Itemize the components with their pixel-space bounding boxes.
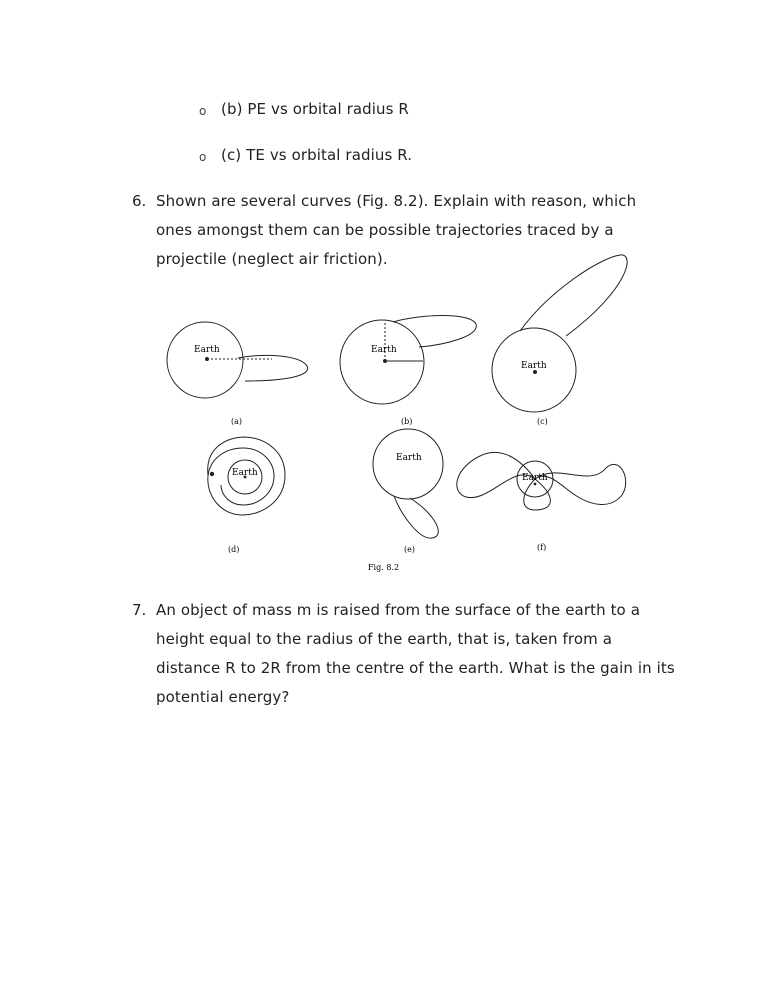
bullet-marker: o: [199, 104, 207, 118]
panel-label-c: (c): [537, 417, 548, 426]
launch-point-d: [210, 472, 214, 476]
earth-center-a: [205, 357, 209, 361]
question-number: 7.: [132, 601, 147, 619]
panel-label-b: (b): [401, 417, 413, 426]
earth-center-f: [534, 483, 537, 486]
earth-label-a: Earth: [194, 345, 220, 355]
trajectory-e: [394, 496, 438, 538]
trajectory-b: [393, 316, 476, 348]
panel-label-f: (f): [537, 543, 547, 552]
panel-label-d: (d): [228, 545, 240, 554]
figure-caption: Fig. 8.2: [368, 563, 400, 572]
bullet-marker: o: [199, 150, 207, 164]
earth-circle-e: [373, 429, 443, 499]
question-7-line: distance R to 2R from the centre of the earth. What is the gain in its: [156, 659, 675, 677]
question-7-line: An object of mass m is raised from the surface of the earth to a: [156, 601, 640, 619]
trajectory-c: [520, 255, 627, 336]
earth-label-e: Earth: [396, 453, 422, 463]
earth-center-b: [383, 359, 387, 363]
question-7-line: height equal to the radius of the earth, that is, taken from a: [156, 630, 612, 648]
list-item-b: (b) PE vs orbital radius R: [221, 100, 409, 118]
question-number: 6.: [132, 192, 147, 210]
panel-label-a: (a): [231, 417, 243, 426]
list-item-c: (c) TE vs orbital radius R.: [221, 146, 413, 164]
earth-label-c: Earth: [521, 361, 547, 371]
question-7-line: potential energy?: [156, 688, 290, 706]
earth-circle-b: [340, 320, 424, 404]
question-6-line: Shown are several curves (Fig. 8.2). Explain with reason, which: [156, 192, 637, 210]
earth-circle-a: [167, 322, 243, 398]
earth-label-d: Earth: [232, 468, 258, 478]
question-6-line: ones amongst them can be possible trajectories traced by a: [156, 221, 614, 239]
question-6-line: projectile (neglect air friction).: [156, 250, 388, 268]
panel-label-e: (e): [404, 545, 415, 554]
earth-label-b: Earth: [371, 345, 397, 355]
earth-label-f: Earth: [522, 473, 548, 483]
